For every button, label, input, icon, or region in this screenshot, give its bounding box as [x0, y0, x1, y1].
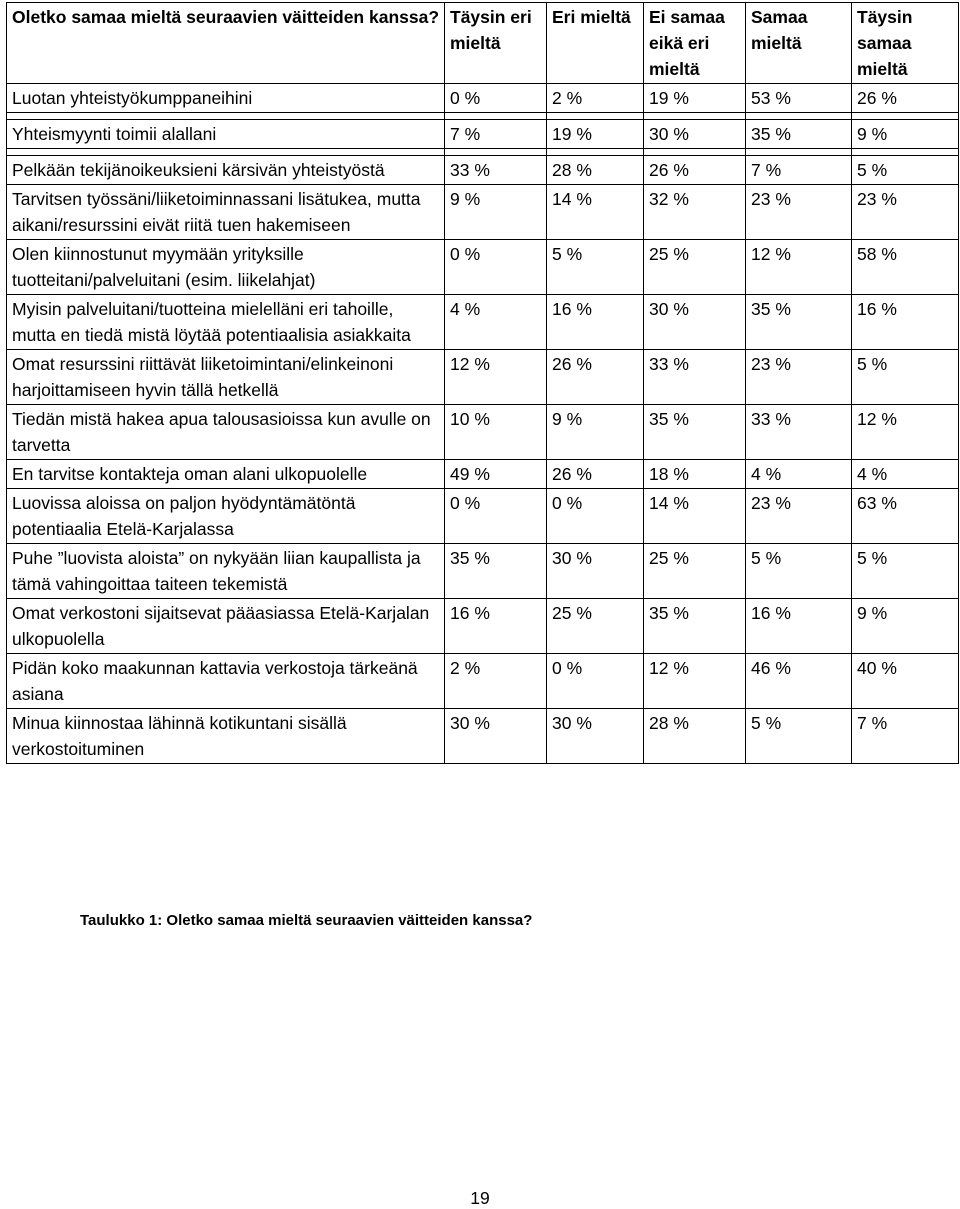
column-header: Täysin eri mieltä [445, 3, 547, 84]
table-row [7, 240, 959, 295]
column-header: Samaa mieltä [746, 3, 852, 84]
spacer-cell [852, 149, 959, 156]
value-cell: 0 % [445, 84, 547, 113]
value-cell: 14 % [644, 489, 746, 544]
column-header: Ei samaa eikä eri mieltä [644, 3, 746, 84]
statement-cell: Pidän koko maakunnan kattavia verkostoja tärkeänä asiana [7, 654, 445, 709]
value-cell: 0 % [547, 654, 644, 709]
row-spacer [7, 149, 959, 156]
spacer-cell [7, 113, 445, 120]
value-cell: 53 % [746, 84, 852, 113]
value-cell: 14 % [547, 185, 644, 240]
value-cell: 5 % [852, 544, 959, 599]
spacer-cell [547, 113, 644, 120]
value-cell: 9 % [852, 120, 959, 149]
value-cell: 26 % [644, 156, 746, 185]
spacer-cell [746, 113, 852, 120]
value-cell: 28 % [547, 156, 644, 185]
value-cell: 33 % [746, 405, 852, 460]
survey-table [6, 2, 959, 764]
value-cell: 25 % [547, 599, 644, 654]
page-number: 19 [470, 1188, 490, 1208]
value-cell: 33 % [445, 156, 547, 185]
value-cell: 25 % [644, 544, 746, 599]
value-cell: 30 % [547, 544, 644, 599]
table-caption: Taulukko 1: Oletko samaa mieltä seuraavien väitteiden kanssa? [80, 912, 533, 929]
statement-cell: Omat resurssini riittävät liiketoimintani/elinkeinoni harjoittamiseen hyvin tällä hetkellä [7, 350, 445, 405]
value-cell: 7 % [445, 120, 547, 149]
row-spacer [7, 113, 959, 120]
value-cell: 9 % [547, 405, 644, 460]
value-cell: 16 % [852, 295, 959, 350]
table-row [7, 709, 959, 764]
value-cell: 46 % [746, 654, 852, 709]
table-row [7, 295, 959, 350]
value-cell: 16 % [746, 599, 852, 654]
value-cell: 0 % [445, 240, 547, 295]
statement-cell: En tarvitse kontakteja oman alani ulkopuolelle [7, 460, 445, 489]
value-cell: 35 % [644, 599, 746, 654]
value-cell: 4 % [445, 295, 547, 350]
value-cell: 30 % [445, 709, 547, 764]
statement-cell: Minua kiinnostaa lähinnä kotikuntani sisällä verkostoituminen [7, 709, 445, 764]
value-cell: 12 % [644, 654, 746, 709]
value-cell: 5 % [746, 544, 852, 599]
value-cell: 26 % [547, 350, 644, 405]
value-cell: 5 % [746, 709, 852, 764]
value-cell: 5 % [852, 156, 959, 185]
value-cell: 12 % [852, 405, 959, 460]
statement-cell: Myisin palveluitani/tuotteina mielelläni eri tahoille, mutta en tiedä mistä löytää potentiaalisia asiakkaita [7, 295, 445, 350]
value-cell: 30 % [644, 295, 746, 350]
value-cell: 10 % [445, 405, 547, 460]
value-cell: 23 % [746, 350, 852, 405]
value-cell: 63 % [852, 489, 959, 544]
statement-cell: Luovissa aloissa on paljon hyödyntämätöntä potentiaalia Etelä-Karjalassa [7, 489, 445, 544]
statement-cell: Omat verkostoni sijaitsevat pääasiassa Etelä-Karjalan ulkopuolella [7, 599, 445, 654]
value-cell: 40 % [852, 654, 959, 709]
value-cell: 58 % [852, 240, 959, 295]
table-row [7, 654, 959, 709]
value-cell: 2 % [445, 654, 547, 709]
value-cell: 28 % [644, 709, 746, 764]
value-cell: 2 % [547, 84, 644, 113]
table-row [7, 185, 959, 240]
value-cell: 19 % [547, 120, 644, 149]
value-cell: 5 % [852, 350, 959, 405]
value-cell: 23 % [746, 489, 852, 544]
value-cell: 35 % [644, 405, 746, 460]
statement-cell: Yhteismyynti toimii alallani [7, 120, 445, 149]
value-cell: 12 % [445, 350, 547, 405]
spacer-cell [7, 149, 445, 156]
value-cell: 32 % [644, 185, 746, 240]
table-row [7, 156, 959, 185]
value-cell: 30 % [547, 709, 644, 764]
value-cell: 35 % [445, 544, 547, 599]
value-cell: 25 % [644, 240, 746, 295]
value-cell: 7 % [746, 156, 852, 185]
value-cell: 0 % [547, 489, 644, 544]
table-row [7, 350, 959, 405]
value-cell: 0 % [445, 489, 547, 544]
spacer-cell [445, 113, 547, 120]
question-header: Oletko samaa mieltä seuraavien väitteiden kanssa? [7, 3, 445, 84]
statement-cell: Olen kiinnostunut myymään yrityksille tuotteitani/palveluitani (esim. liikelahjat) [7, 240, 445, 295]
column-header: Eri mieltä [547, 3, 644, 84]
table-row [7, 544, 959, 599]
spacer-cell [746, 149, 852, 156]
value-cell: 18 % [644, 460, 746, 489]
value-cell: 9 % [445, 185, 547, 240]
table-row [7, 460, 959, 489]
value-cell: 35 % [746, 295, 852, 350]
value-cell: 4 % [852, 460, 959, 489]
table-row [7, 489, 959, 544]
table-body [7, 84, 959, 764]
statement-cell: Tiedän mistä hakea apua talousasioissa kun avulle on tarvetta [7, 405, 445, 460]
value-cell: 19 % [644, 84, 746, 113]
table-row [7, 599, 959, 654]
value-cell: 26 % [852, 84, 959, 113]
value-cell: 33 % [644, 350, 746, 405]
spacer-cell [852, 113, 959, 120]
value-cell: 7 % [852, 709, 959, 764]
value-cell: 12 % [746, 240, 852, 295]
value-cell: 23 % [852, 185, 959, 240]
spacer-cell [644, 113, 746, 120]
table-row [7, 84, 959, 113]
spacer-cell [644, 149, 746, 156]
value-cell: 16 % [445, 599, 547, 654]
table-row [7, 405, 959, 460]
spacer-cell [445, 149, 547, 156]
value-cell: 4 % [746, 460, 852, 489]
value-cell: 35 % [746, 120, 852, 149]
table-header-row [7, 3, 959, 84]
value-cell: 5 % [547, 240, 644, 295]
value-cell: 16 % [547, 295, 644, 350]
statement-cell: Puhe ”luovista aloista” on nykyään liian kaupallista ja tämä vahingoittaa taiteen tekemistä [7, 544, 445, 599]
value-cell: 9 % [852, 599, 959, 654]
statement-cell: Luotan yhteistyökumppaneihini [7, 84, 445, 113]
statement-cell: Pelkään tekijänoikeuksieni kärsivän yhteistyöstä [7, 156, 445, 185]
value-cell: 49 % [445, 460, 547, 489]
value-cell: 30 % [644, 120, 746, 149]
value-cell: 26 % [547, 460, 644, 489]
table-row [7, 120, 959, 149]
column-header: Täysin samaa mieltä [852, 3, 959, 84]
statement-cell: Tarvitsen työssäni/liiketoiminnassani lisätukea, mutta aikani/resurssini eivät riitä tuen hakemiseen [7, 185, 445, 240]
spacer-cell [547, 149, 644, 156]
value-cell: 23 % [746, 185, 852, 240]
